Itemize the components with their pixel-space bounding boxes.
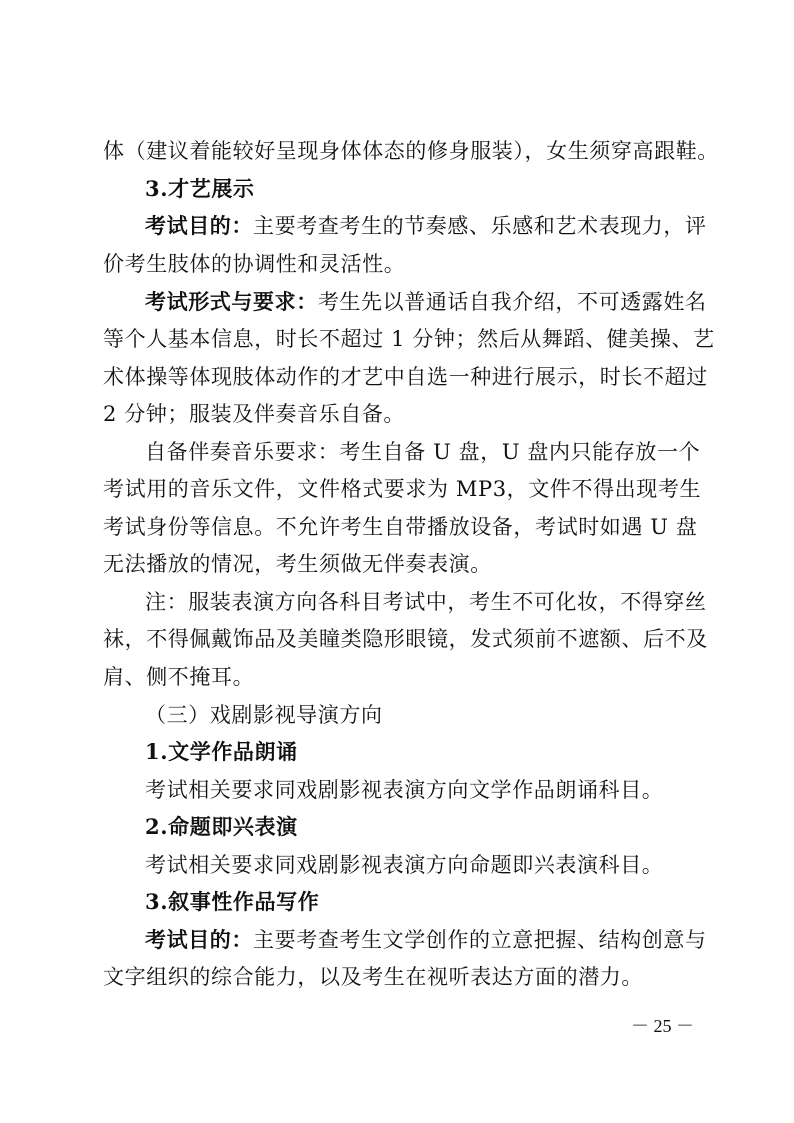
line-text: 自备伴奏音乐要求：考生自备 U 盘，U 盘内只能存放一个: [145, 440, 701, 464]
paragraph-line: [103, 399, 695, 429]
paragraph-line: [145, 850, 695, 880]
paragraph-line: [103, 512, 698, 542]
exam-purpose-label: 考试目的：: [145, 213, 253, 238]
line-text: 考试相关要求同戏剧影视表演方向命题即兴表演科目。: [145, 853, 664, 877]
section-heading-directing: [145, 700, 695, 730]
heading-text: 1.文学作品朗诵: [145, 739, 298, 764]
section-heading-literary-recitation: [145, 737, 695, 767]
paragraph-line: [145, 587, 707, 617]
paragraph-line: [145, 925, 707, 955]
line-text: 文字组织的综合能力，以及考生在视听表达方面的潜力。: [103, 965, 643, 989]
section-heading-narrative-writing: [145, 887, 695, 917]
section-heading-talent-show: [145, 174, 695, 204]
paragraph-line: [103, 136, 719, 166]
paragraph-line: [103, 324, 715, 354]
heading-text: 3.才艺展示: [145, 176, 255, 201]
line-text: 考试用的音乐文件，文件格式要求为 MP3，文件不得出现考生: [103, 477, 702, 501]
paragraph-line: [103, 662, 695, 692]
line-text: 术体操等体现肢体动作的才艺中自选一种进行展示，时长不超过: [103, 365, 708, 389]
line-text: 注：服装表演方向各科目考试中，考生不可化妆，不得穿丝: [145, 590, 707, 614]
paragraph-line: [103, 624, 708, 654]
paragraph-line: [103, 249, 695, 279]
paragraph-line: [103, 474, 702, 504]
line-text: 无法播放的情况，考生须做无伴奏表演。: [103, 552, 492, 576]
paragraph-line: [145, 775, 695, 805]
line-text: 2 分钟；服装及伴奏音乐自备。: [103, 402, 406, 426]
paragraph-line: [103, 962, 695, 992]
line-text: 袜，不得佩戴饰品及美瞳类隐形眼镜，发式须前不遮额、后不及: [103, 627, 708, 651]
paragraph-line: [145, 211, 707, 241]
paragraph-line: [103, 362, 708, 392]
line-text: 价考生肢体的协调性和灵活性。: [103, 252, 406, 276]
exam-purpose-label: 考试目的：: [145, 927, 253, 952]
heading-text: 2.命题即兴表演: [145, 814, 298, 839]
section-heading-improvisation: [145, 812, 695, 842]
line-text: 肩、侧不掩耳。: [103, 665, 255, 689]
line-text: 等个人基本信息，时长不超过 1 分钟；然后从舞蹈、健美操、艺: [103, 327, 715, 351]
line-text: 考生先以普通话自我介绍，不可透露姓名: [317, 290, 707, 314]
line-text: 考试身份等信息。不允许考生自带播放设备，考试时如遇 U 盘: [103, 515, 698, 539]
heading-text: 3.叙事性作品写作: [145, 889, 320, 914]
exam-format-label: 考试形式与要求：: [145, 289, 318, 314]
page-number: － 25 －: [631, 1016, 694, 1036]
heading-text: （三）戏剧影视导演方向: [145, 703, 383, 727]
paragraph-line: [145, 287, 707, 317]
paragraph-line: [103, 549, 695, 579]
paragraph-line: [145, 437, 701, 467]
line-text: 主要考查考生文学创作的立意把握、结构创意与: [253, 928, 707, 952]
line-text: 考试相关要求同戏剧影视表演方向文学作品朗诵科目。: [145, 778, 664, 802]
line-text: 主要考查考生的节奏感、乐感和艺术表现力，评: [253, 214, 707, 238]
line-text: 体（建议着能较好呈现身体体态的修身服装），女生须穿高跟鞋。: [103, 139, 719, 163]
